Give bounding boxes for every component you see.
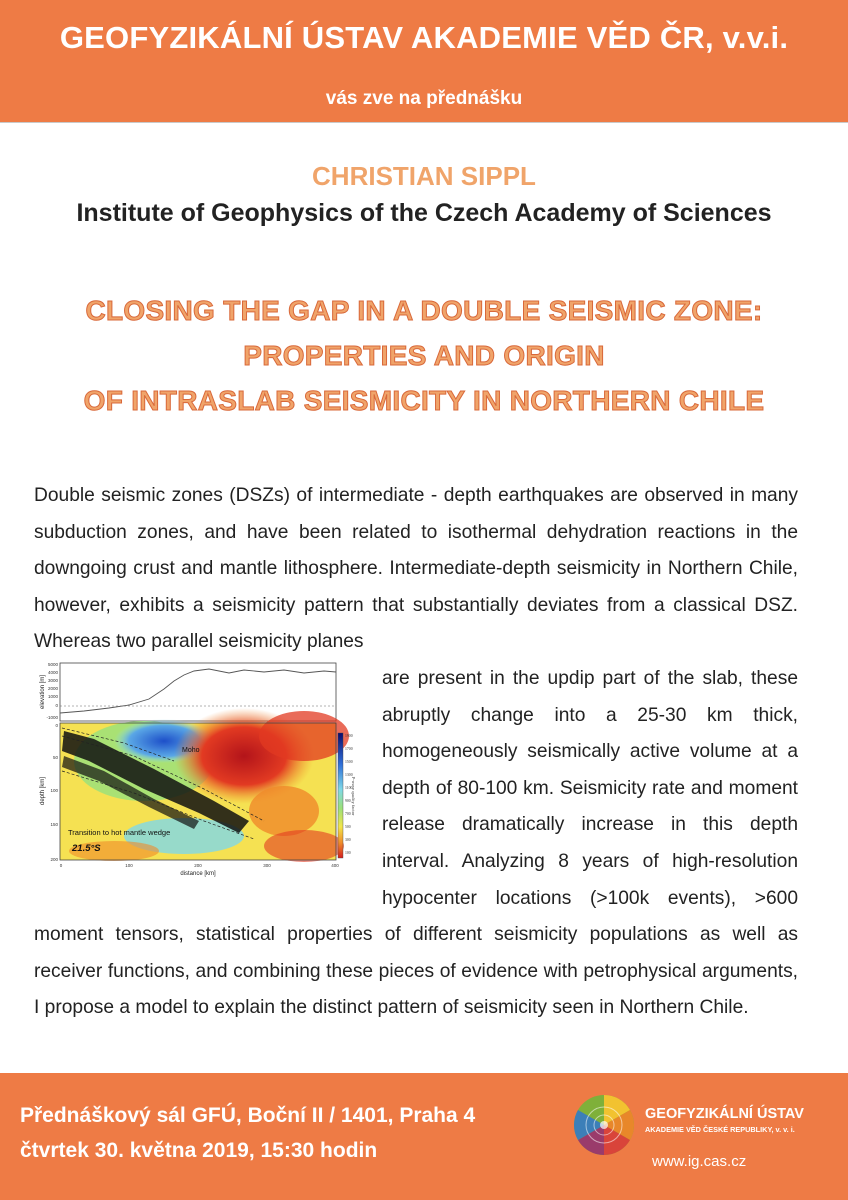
- speaker-affiliation: Institute of Geophysics of the Czech Academy of Sciences: [76, 199, 772, 227]
- website-link[interactable]: www.ig.cas.cz: [652, 1153, 747, 1170]
- svg-text:1900: 1900: [345, 733, 353, 738]
- header-banner: [0, 0, 848, 123]
- svg-text:50: 50: [52, 754, 58, 760]
- svg-text:100: 100: [50, 787, 58, 793]
- svg-text:depth [km]: depth [km]: [40, 776, 46, 805]
- svg-text:200: 200: [50, 856, 58, 862]
- talk-title-line: CLOSING THE GAP IN A DOUBLE SEISMIC ZONE:: [85, 295, 763, 326]
- seismicity-figure-graphic: [34, 661, 354, 881]
- svg-text:500: 500: [345, 824, 351, 829]
- svg-text:150: 150: [50, 821, 58, 827]
- institute-title: GEOFYZIKÁLNÍ ÚSTAV AKADEMIE VĚD ČR, v.v.i.: [59, 20, 789, 55]
- svg-text:elevation [m]: elevation [m]: [40, 674, 46, 709]
- svg-text:300: 300: [263, 862, 271, 868]
- speaker-name: CHRISTIAN SIPPL: [312, 161, 536, 191]
- svg-text:700: 700: [345, 811, 351, 816]
- logo-name: GEOFYZIKÁLNÍ ÚSTAV: [645, 1106, 804, 1122]
- svg-text:P-wave quality factor: P-wave quality factor: [351, 776, 356, 816]
- svg-text:1700: 1700: [345, 746, 353, 751]
- talk-title-line: OF INTRASLAB SEISMICITY IN NORTHERN CHILE: [83, 385, 765, 416]
- talk-title-line: PROPERTIES AND ORIGIN: [243, 340, 605, 371]
- svg-text:Moho: Moho: [182, 746, 200, 754]
- seismicity-figure: [34, 661, 354, 881]
- talk-title: [20, 288, 828, 423]
- svg-text:400: 400: [331, 862, 339, 868]
- logo-subtitle: AKADEMIE VĚD ČESKÉ REPUBLIKY, v. v. i.: [645, 1125, 795, 1134]
- date-text: čtvrtek 30. května 2019, 15:30 hodin: [20, 1139, 378, 1162]
- venue-text: Přednáškový sál GFÚ, Boční II / 1401, Praha 4: [20, 1104, 476, 1127]
- svg-text:0: 0: [55, 722, 58, 728]
- svg-text:900: 900: [345, 798, 351, 803]
- abstract-paragraph: [34, 478, 798, 1027]
- abstract: [34, 478, 798, 1027]
- svg-text:200: 200: [194, 862, 202, 868]
- svg-text:4000: 4000: [47, 669, 58, 675]
- svg-text:0: 0: [55, 702, 58, 708]
- invitation-text: vás zve na přednášku: [325, 88, 523, 109]
- svg-text:distance [km]: distance [km]: [180, 870, 216, 877]
- institute-logo-icon: [572, 1093, 636, 1157]
- svg-text:1000: 1000: [47, 693, 58, 699]
- svg-text:Transition to hot mantle wedge: Transition to hot mantle wedge: [68, 827, 171, 837]
- footer-banner: [0, 1073, 848, 1200]
- svg-text:5000: 5000: [47, 661, 58, 667]
- svg-text:0: 0: [59, 862, 63, 868]
- svg-text:-1000: -1000: [46, 714, 58, 720]
- abstract-continuation: are present in the updip part of the slab, these abruptly change into a 25-30 km thick, homogeneously seismically active volume at a depth of 80-100 km. Seismicity rate and moment release dramatically increase in this depth interval. Analyzing 8 years of high-resolution hypocenter locations (>100k events), >600 moment tensors, statistical properties of different seismicity populations as well as receiver functions, and combining these pieces of evidence with petrophysical arguments, I propose a model to explain the distinct pattern of seismicity seen in Northern Chile.: [34, 667, 798, 1019]
- svg-text:100: 100: [125, 862, 133, 868]
- svg-text:300: 300: [345, 837, 351, 842]
- abstract-lead: Double seismic zones (DSZs) of intermediate - depth earthquakes are observed in many subduction zones, and have been related to isothermal dehydration reactions in the downgoing crust and mantle lithosphere. Intermediate-depth seismicity in Northern Chile, however, exhibits a seismicity pattern that substantially deviates from a classical DSZ. Whereas two parallel seismicity planes: [34, 485, 798, 653]
- svg-text:1300: 1300: [345, 772, 353, 777]
- svg-text:1100: 1100: [345, 785, 353, 790]
- svg-text:100: 100: [345, 850, 351, 855]
- svg-text:3000: 3000: [47, 677, 58, 683]
- svg-text:1500: 1500: [345, 759, 353, 764]
- svg-text:2000: 2000: [47, 685, 58, 691]
- svg-text:21.5°S: 21.5°S: [72, 842, 101, 854]
